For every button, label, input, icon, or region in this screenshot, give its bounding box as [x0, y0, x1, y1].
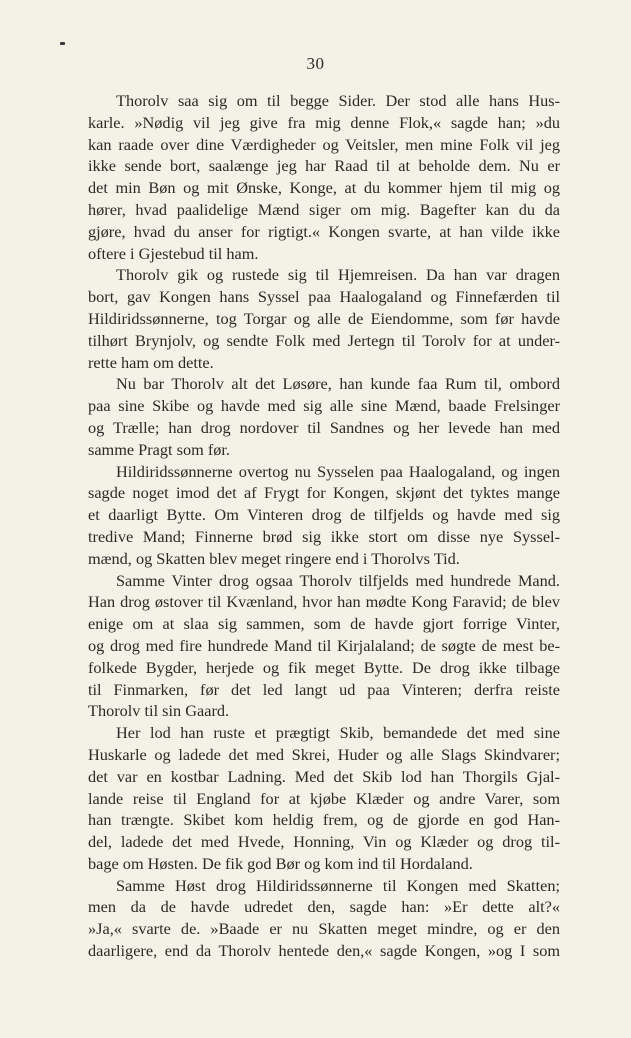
- text-line: tredive Mand; Finnerne brød sig ikke stort om disse nye Syssel-: [88, 526, 560, 546]
- paragraph: [88, 722, 560, 875]
- text-line: karle. »Nødig vil jeg give fra mig denne Flok,« sagde han; »du: [88, 112, 560, 132]
- text-line: daarligere, end da Thorolv hentede den,« sagde Kongen, »og I som: [88, 941, 560, 961]
- text-line: Her lod han ruste et prægtigt Skib, bemandede det med sine: [116, 723, 560, 743]
- text-line: bort, gav Kongen hans Syssel paa Haalogaland og Finnefærden til: [88, 287, 560, 307]
- text-line: folkede Bygder, herjede og fik meget Bytte. De drog ikke tilbage: [88, 657, 560, 677]
- text-line: »Ja,« svarte de. »Baade er nu Skatten meget mindre, og er den: [88, 919, 560, 939]
- text-line: og Trælle; han drog nordover til Sandnes og her levede han med: [88, 417, 560, 437]
- paragraph: [88, 373, 560, 460]
- paragraph: [88, 570, 560, 723]
- paragraph: [88, 264, 560, 373]
- text-line: Samme Vinter drog ogsaa Thorolv tilfjelds med hundrede Mand.: [116, 570, 560, 590]
- text-line: del, ladede det med Hvede, Honning, Vin og Klæder og drog til-: [88, 832, 560, 852]
- text-line: sagde noget imod det af Frygt for Kongen, skjønt det tyktes mange: [88, 483, 560, 503]
- text-line: tilhørt Brynjolv, og sendte Folk med Jertegn til Torolv for at under-: [88, 330, 560, 350]
- text-line: Thorolv til sin Gaard.: [88, 701, 230, 721]
- text-line: hører, hvad paalidelige Mænd siger om mig. Bagefter kan du da: [88, 199, 560, 219]
- text-line: paa sine Skibe og havde med sig alle sine Mænd, baade Frelsinger: [88, 396, 560, 416]
- text-line: enige om at slaa sig sammen, som de havde gjort forrige Vinter,: [88, 614, 560, 634]
- text-line: Huskarle og ladede det med Skrei, Huder og alle Slags Skindvarer;: [88, 744, 560, 764]
- text-line: det min Bøn og mit Ønske, Konge, at du kommer hjem til mig og: [88, 178, 560, 198]
- text-line: kan raade over dine Værdigheder og Veitsler, men mine Folk vil jeg: [88, 134, 560, 154]
- text-line: Hildiridssønnerne, tog Torgar og alle de Eiendomme, som før havde: [88, 308, 560, 328]
- text-line: Hildiridssønnerne overtog nu Sysselen paa Haalogaland, og ingen: [116, 461, 560, 481]
- body-text: [88, 90, 560, 962]
- text-line: Nu bar Thorolv alt det Løsøre, han kunde faa Rum til, ombord: [116, 374, 560, 394]
- ink-speck: [60, 42, 65, 45]
- text-line: det var en kostbar Ladning. Med det Skib lod han Thorgils Gjal-: [88, 766, 560, 786]
- paragraph: [88, 875, 560, 962]
- page-number: 30: [306, 54, 325, 73]
- text-line: rette ham om dette.: [88, 352, 214, 372]
- text-line: til Finmarken, før det led langt ud paa Vinteren; derfra reiste: [88, 679, 560, 699]
- text-line: men da de havde udredet den, sagde han: »Er dette alt?«: [88, 897, 560, 917]
- text-line: ikke sende bort, saalænge jeg har Raad til at beholde dem. Nu er: [88, 156, 560, 176]
- paragraph: [88, 461, 560, 570]
- text-line: mænd, og Skatten blev meget ringere end i Thorolvs Tid.: [88, 548, 460, 568]
- text-line: gjøre, hvad du anser for rigtigt.« Kongen svarte, at han vilde ikke: [88, 221, 560, 241]
- text-line: Han drog østover til Kvænland, hvor han mødte Kong Faravid; de blev: [88, 592, 560, 612]
- text-line: oftere i Gjestebud til ham.: [88, 243, 259, 263]
- text-line: Thorolv saa sig om til begge Sider. Der stod alle hans Hus-: [116, 91, 560, 110]
- text-line: samme Pragt som før.: [88, 439, 230, 459]
- text-line: bage om Høsten. De fik god Bør og kom ind til Hordaland.: [88, 853, 473, 873]
- text-line: lande reise til England for at kjøbe Klæder og andre Varer, som: [88, 788, 560, 808]
- text-line: Thorolv gik og rustede sig til Hjemreisen. Da han var dragen: [116, 265, 560, 285]
- text-line: og drog med fire hundrede Mand til Kirjalaland; de søgte de mest be-: [88, 635, 560, 655]
- text-line: Samme Høst drog Hildiridssønnerne til Kongen med Skatten;: [116, 875, 560, 895]
- text-line: han trængte. Skibet kom heldig frem, og de gjorde en god Han-: [88, 810, 560, 830]
- text-line: et daarligt Bytte. Om Vinteren drog de tilfjelds og havde med sig: [88, 505, 560, 525]
- paragraph: [88, 90, 560, 264]
